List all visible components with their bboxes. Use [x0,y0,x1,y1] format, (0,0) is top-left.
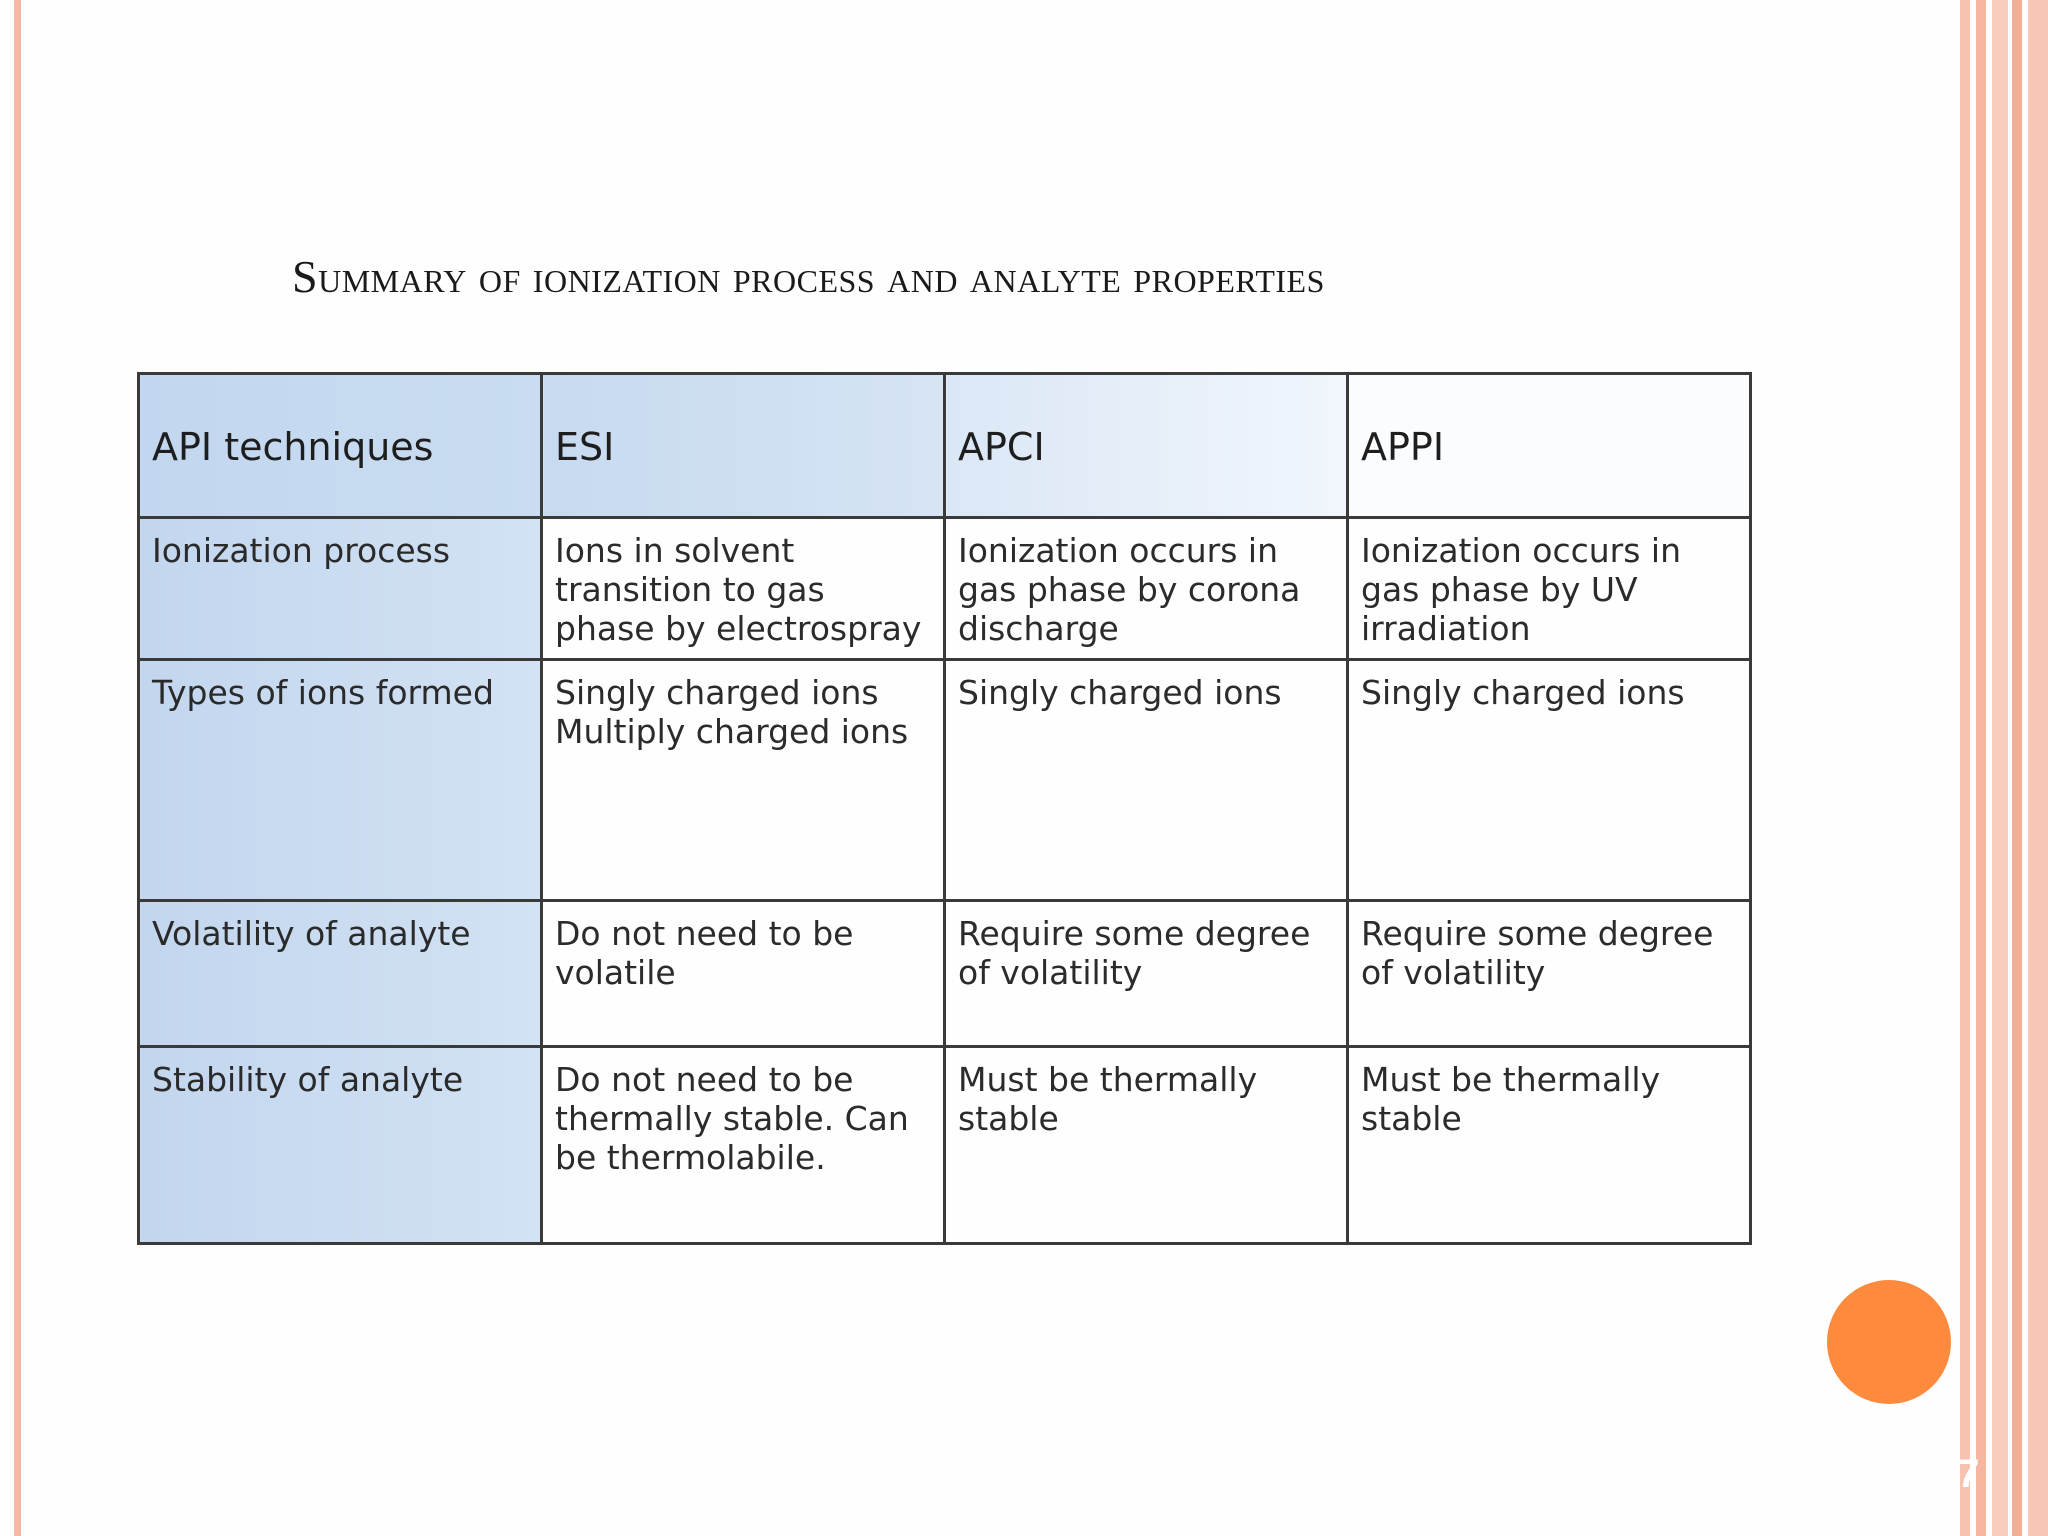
right-stripe-decoration [1960,0,1970,1536]
table-header-row [139,374,1751,518]
table-row [139,900,1751,1047]
orange-circle-decoration [1827,1280,1951,1404]
table-row [139,1047,1751,1244]
right-stripe-decoration [2028,0,2048,1536]
right-stripe-decoration [1976,0,1986,1536]
table-cell: Require some degree of volatility [945,900,1348,1047]
page-number: 27 [1935,1452,1980,1496]
summary-table-figure [137,372,1752,1245]
header-appi: APPI [1348,374,1751,518]
table-cell: Require some degree of volatility [1348,900,1751,1047]
table-cell: Ionization occurs in gas phase by UV irradiation [1348,518,1751,659]
row-label-volatility: Volatility of analyte [139,900,542,1047]
table-cell: Must be thermally stable [945,1047,1348,1244]
right-stripe-decoration [2012,0,2022,1536]
table-row [139,659,1751,900]
left-border-decoration [14,0,21,1536]
row-label-ionization-process: Ionization process [139,518,542,659]
summary-table [137,372,1752,1245]
table-cell: Singly charged ions Multiply charged ions [542,659,945,900]
table-cell: Ions in solvent transition to gas phase by electrospray [542,518,945,659]
slide-title: Summary of ionization process and analyte properties [292,251,1325,302]
right-stripe-decoration [1992,0,2008,1536]
table-cell: Do not need to be volatile [542,900,945,1047]
table-cell: Singly charged ions [1348,659,1751,900]
header-esi: ESI [542,374,945,518]
header-apci: APCI [945,374,1348,518]
row-label-types-of-ions: Types of ions formed [139,659,542,900]
row-label-stability: Stability of analyte [139,1047,542,1244]
header-api-techniques: API techniques [139,374,542,518]
table-cell: Ionization occurs in gas phase by corona discharge [945,518,1348,659]
table-cell: Do not need to be thermally stable. Can be thermolabile. [542,1047,945,1244]
table-row [139,518,1751,659]
table-cell: Singly charged ions [945,659,1348,900]
table-cell: Must be thermally stable [1348,1047,1751,1244]
